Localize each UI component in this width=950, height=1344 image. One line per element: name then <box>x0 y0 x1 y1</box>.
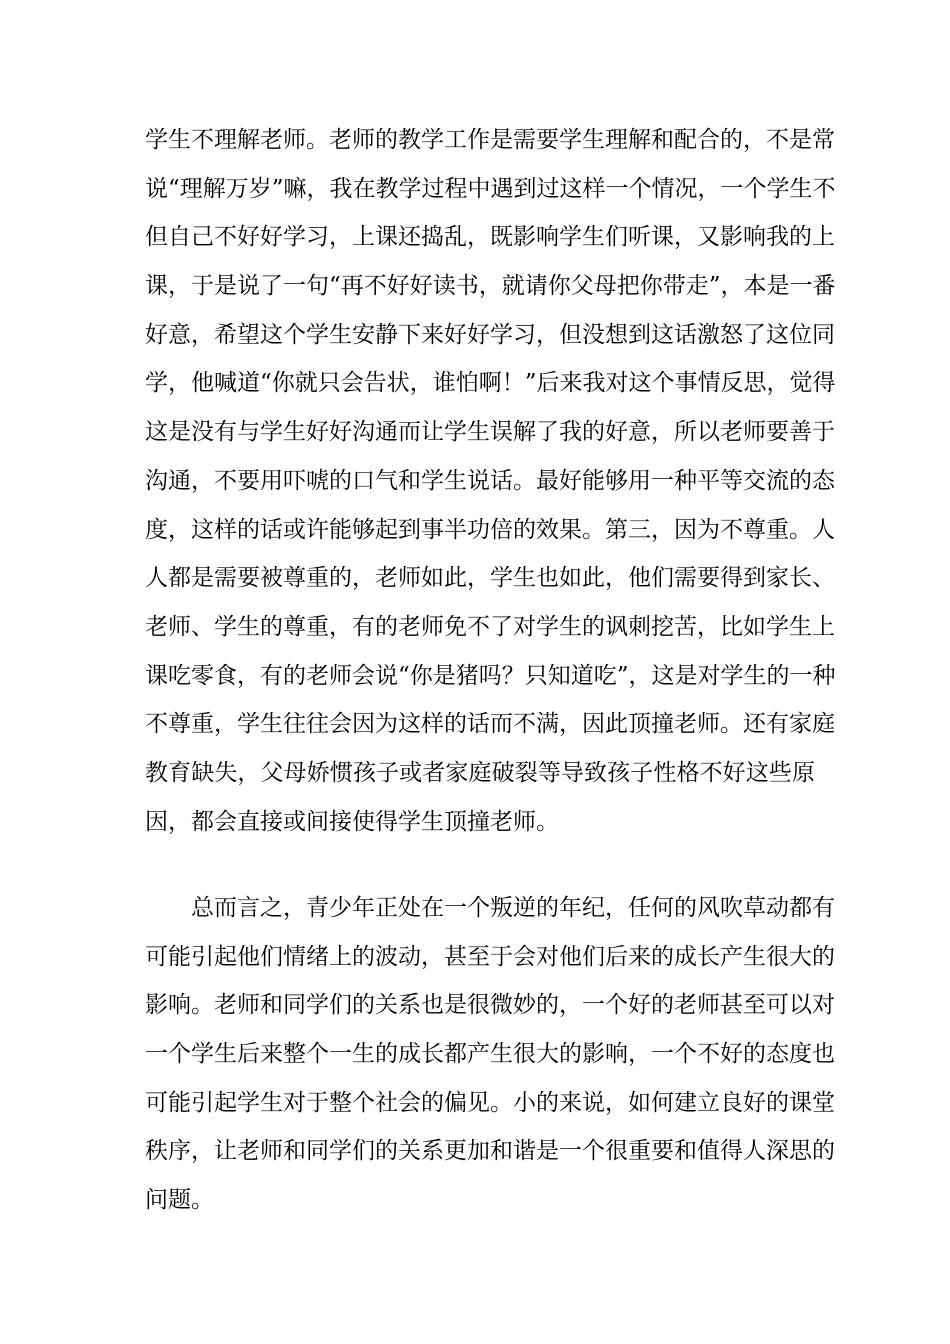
paragraph-line: 秩序，让老师和同学们的关系更加和谐是一个很重要和值得人深思的 <box>145 1138 835 1165</box>
paragraph-1 <box>145 116 836 846</box>
paragraph-line: 度，这样的话或许能够起到事半功倍的效果。第三，因为不尊重。人 <box>145 516 835 543</box>
paragraph-line: 可能引起他们情绪上的波动，甚至于会对他们后来的成长产生很大的 <box>145 943 835 970</box>
paragraph-line: 学，他喊道“你就只会告状，谁怕啊！”后来我对这个事情反思，觉得 <box>145 370 836 397</box>
paragraph-line: 可能引起学生对于整个社会的偏见。小的来说，如何建立良好的课堂 <box>145 1089 835 1116</box>
paragraph-line: 因，都会直接或间接使得学生顶撞老师。 <box>145 808 559 835</box>
paragraph-line: 老师、学生的尊重，有的老师免不了对学生的讽刺挖苦，比如学生上 <box>145 613 835 640</box>
paragraph-line: 课吃零食，有的老师会说“你是猪吗？只知道吃”，这是对学生的一种 <box>145 662 836 689</box>
paragraph-line: 但自己不好好学习，上课还捣乱，既影响学生们听课，又影响我的上 <box>145 224 835 251</box>
paragraph-line: 沟通，不要用吓唬的口气和学生说话。最好能够用一种平等交流的态 <box>145 467 835 494</box>
paragraph-line: 一个学生后来整个一生的成长都产生很大的影响，一个不好的态度也 <box>145 1041 835 1068</box>
paragraph-line: 课，于是说了一句“再不好好读书，就请你父母把你带走”，本是一番 <box>145 273 836 300</box>
paragraph-line: 人都是需要被尊重的，老师如此，学生也如此，他们需要得到家长、 <box>145 565 835 592</box>
paragraph-line: 这是没有与学生好好沟通而让学生误解了我的好意，所以老师要善于 <box>145 419 835 446</box>
paragraph-line: 问题。 <box>145 1187 214 1214</box>
paragraph-line: 学生不理解老师。老师的教学工作是需要学生理解和配合的，不是常 <box>145 127 835 153</box>
paragraph-line: 影响。老师和同学们的关系也是很微妙的，一个好的老师甚至可以对 <box>145 992 835 1019</box>
paragraph-line: 总而言之，青少年正处在一个叛逆的年纪，任何的风吹草动都有 <box>191 895 835 921</box>
paragraph-line: 不尊重，学生往往会因为这样的话而不满，因此顶撞老师。还有家庭 <box>145 711 835 738</box>
paragraph-2 <box>145 884 835 1225</box>
paragraph-line: 说“理解万岁”嘛，我在教学过程中遇到过这样一个情况，一个学生不 <box>145 175 836 202</box>
paragraph-line: 教育缺失，父母娇惯孩子或者家庭破裂等导致孩子性格不好这些原 <box>145 759 815 786</box>
paragraph-line: 好意，希望这个学生安静下来好好学习，但没想到这话激怒了这位同 <box>145 321 835 348</box>
